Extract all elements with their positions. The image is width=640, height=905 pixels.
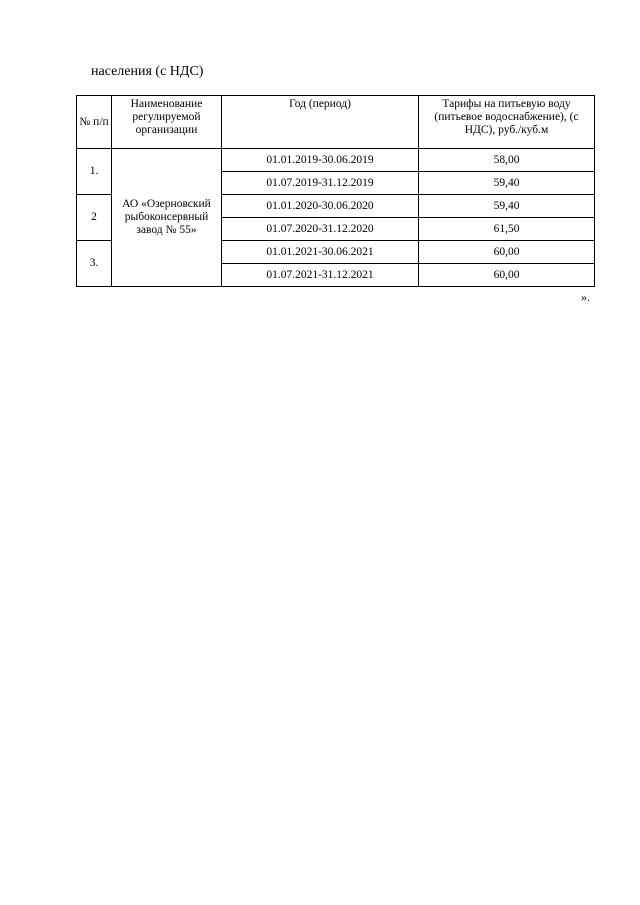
period-cell: 01.07.2020-31.12.2020: [222, 218, 419, 241]
tariff-cell: 60,00: [419, 264, 595, 287]
period-cell: 01.01.2020-30.06.2020: [222, 195, 419, 218]
table-header-row: [77, 96, 595, 149]
header-number: № п/п: [77, 96, 112, 149]
header-period: Год (период): [222, 96, 419, 149]
period-cell: 01.07.2019-31.12.2019: [222, 172, 419, 195]
tariff-cell: 59,40: [419, 195, 595, 218]
tariff-cell: 58,00: [419, 149, 595, 172]
organization-name: АО «Озерновский рыбоконсервный завод № 55»: [112, 149, 222, 287]
row-number: 2: [77, 195, 112, 241]
table-heading: населения (с НДС): [91, 64, 204, 79]
tariff-cell: 59,40: [419, 172, 595, 195]
period-cell: 01.01.2021-30.06.2021: [222, 241, 419, 264]
header-organization: Наименование регулируемой организации: [112, 96, 222, 149]
tariff-cell: 60,00: [419, 241, 595, 264]
period-cell: 01.07.2021-31.12.2021: [222, 264, 419, 287]
row-number: 3.: [77, 241, 112, 287]
table-row: [77, 149, 595, 172]
tariff-cell: 61,50: [419, 218, 595, 241]
row-number: 1.: [77, 149, 112, 195]
header-tariff: Тарифы на питьевую воду (питьевое водоснабжение), (с НДС), руб./куб.м: [419, 96, 595, 149]
period-cell: 01.01.2019-30.06.2019: [222, 149, 419, 172]
tariff-table: [76, 95, 595, 287]
closing-quote-mark: ».: [581, 290, 590, 304]
